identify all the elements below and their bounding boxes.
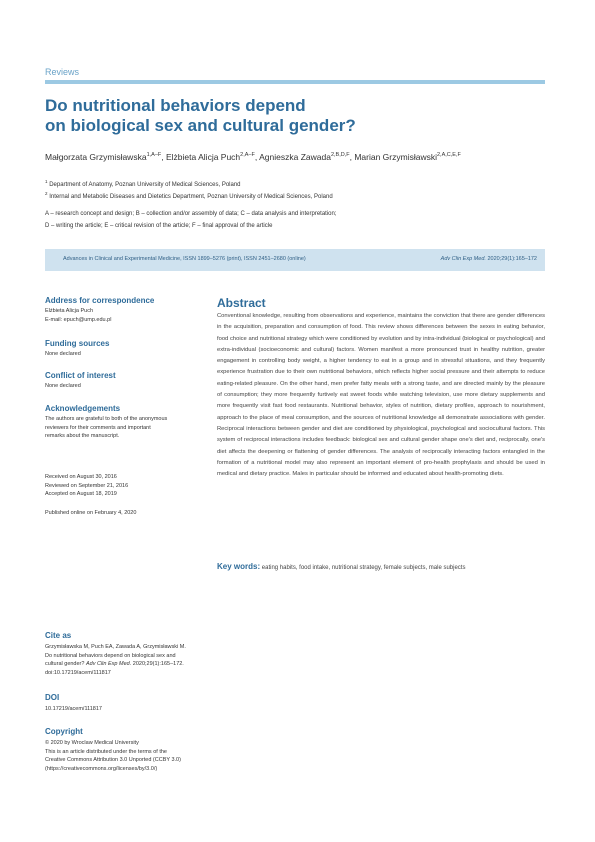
copyright-text	[45, 739, 205, 773]
header-rule	[45, 80, 545, 84]
journal-info-bar	[45, 249, 545, 271]
article-title	[45, 96, 545, 136]
author-name: Elżbieta Alicja Puch	[165, 152, 241, 162]
conflict-value: None declared	[45, 383, 81, 389]
doi-value[interactable]: 10.17219/acem/111817	[45, 706, 102, 712]
reviewed-date: Reviewed on September 21, 2016	[45, 482, 129, 489]
citation-line: Grzymisławska M, Puch EA, Zawada A, Grzymisławski M.	[45, 644, 186, 650]
affiliation-number: 2	[45, 191, 48, 196]
title-line-1: Do nutritional behaviors depend	[45, 96, 306, 115]
license-link[interactable]: (https://creativecommons.org/licenses/by/3.0/)	[45, 765, 158, 772]
citation-line	[45, 660, 205, 669]
affiliation-text: Internal and Metabolic Diseases and Dietetics Department, Poznan University of Medical Sciences, Poland	[49, 194, 333, 200]
citation-line: Do nutritional behaviors depend on biological sex and	[45, 652, 176, 659]
ack-line: The authors are grateful to both of the anonymous	[45, 416, 168, 422]
published-date-text: Published online on February 4, 2020	[45, 510, 137, 516]
article-dates	[45, 473, 205, 499]
correspondence-heading: Address for correspondence	[45, 296, 155, 305]
citation-text	[45, 643, 205, 677]
journal-abbrev: Adv Clin Exp Med.	[440, 256, 486, 262]
copyright-line: This is an article distributed under the terms of the	[45, 748, 167, 755]
author-name: Agnieszka Zawada	[259, 152, 331, 162]
funding-value: None declared	[45, 351, 81, 357]
author-list: Małgorzata Grzymisławska$^{1,A-F}$, Elżbieta Alicja Puch$^{2,A-F}$, Agnieszka Zawada$^{2,B,D,F}$, Marian Grzymisławski$^{2,A,C,E,F}$	[45, 152, 461, 162]
title-line-2: on biological sex and cultural gender?	[45, 116, 356, 135]
acknowledgements-heading: Acknowledgements	[45, 404, 121, 413]
contributions-line-2: D – writing the article; E – critical revision of the article; F – final approval of the article	[45, 223, 273, 229]
journal-citation	[441, 256, 537, 262]
affiliation-number: 1	[45, 179, 48, 184]
doi-text	[45, 705, 205, 714]
copyright-line: Creative Commons Attribution 3.0 Unported (CCBY 3.0)	[45, 757, 181, 763]
received-date: Received on August 30, 2016	[45, 474, 117, 480]
keywords-list: eating habits, food intake, nutritional strategy, female subjects, male subjects	[261, 565, 466, 571]
author-contribution: 2,B,D,F	[330, 152, 350, 159]
keywords-label: Key words:	[217, 562, 261, 571]
cite-heading: Cite as	[45, 631, 72, 640]
author-name: Marian Grzymisławski	[354, 152, 437, 162]
author-contribution: 2,A–F	[240, 152, 255, 159]
correspondence-name: Elżbieta Alicja Puch	[45, 308, 93, 314]
section-label: Reviews	[45, 67, 80, 77]
abstract-text: Conventional knowledge, resulting from observations and experience, maintains the conviction that there are gender differences in the acquisition, preparation and consumption of food. This review shows differences between the sexes in eating behavior, food choice and nutritional strategy which were conditioned by evolution and by intra-individual (biological or psychological) and extra-individual (socioeconomic and cultural) factors. Women manifest a more pronounced trust in healthy nutrition, greater engagement in controlling body weight, a higher tendency to eat in a group and in stressful situations, and they frequently experience frustration due to their own nutritional behaviors, which reflects higher social pressure and their attempts to reduce eating-related pleasure. On the other hand, men prefer fatty meals with a strong taste, and are directed mainly by the pleasure of consumption; they more frequently furtively eat sweet foods while watching television, use more dietary supplements and more frequently visit fast food restaurants. Nutritional behavior, styles of nutrition, dietary profiles, approach to nourishment, approach to the place of meal consumption, and the sources of nutritional knowledge all demonstrate associations with gender. Reciprocal interactions between gender and diet are conditioned by physiological, psychological and sociocultural factors. This system of reciprocal interactions includes feedback: biological sex and cultural gender shape one's diet and, reciprocally, one's diet affects the deepening or flattening of gender differences. The analysis of reciprocally interacting factors entangled in the formation of a nutritional model may also represent an important element of pro-health prophylaxis and should be used in medical and dietary practice. Males in particular should be informed and educated about health-promoting diets.	[217, 313, 545, 478]
affiliation-1	[45, 179, 241, 188]
conflict-heading: Conflict of interest	[45, 371, 116, 380]
abstract-heading: Abstract	[217, 296, 266, 310]
acknowledgements-text	[45, 415, 205, 441]
accepted-date: Accepted on August 18, 2019	[45, 491, 117, 497]
published-date	[45, 509, 205, 518]
citation-journal: Adv Clin Exp Med.	[85, 661, 132, 667]
journal-name: Advances in Clinical and Experimental Medicine, ISSN 1899–5276 (print), ISSN 2451–2680 (online)	[63, 256, 306, 262]
contributions-line-1: A – research concept and design; B – collection and/or assembly of data; C – data analysis and interpretation;	[45, 211, 337, 217]
author-name: Małgorzata Grzymisławska	[45, 152, 147, 162]
author-contribution: 1,A–F	[146, 152, 162, 159]
citation-doi: doi:10.17219/acem/111817	[45, 669, 111, 676]
ack-line: remarks about the manuscript.	[45, 433, 120, 439]
correspondence-email[interactable]: E-mail: epuch@ump.edu.pl	[45, 316, 112, 323]
keywords	[217, 562, 547, 571]
doi-heading: DOI	[45, 693, 60, 702]
affiliation-text: Department of Anatomy, Poznan University of Medical Sciences, Poland	[49, 182, 241, 188]
author-contribution: 2,A,C,E,F	[437, 152, 461, 159]
copyright-line: © 2020 by Wroclaw Medical University	[45, 740, 139, 746]
citation-fragment: 2020;29(1):165–172.	[131, 661, 184, 667]
copyright-heading: Copyright	[45, 727, 83, 736]
conflict-text	[45, 382, 205, 391]
affiliation-2	[45, 191, 333, 200]
ack-line: reviewers for their comments and important	[45, 424, 151, 431]
funding-text	[45, 350, 205, 359]
funding-heading: Funding sources	[45, 339, 110, 348]
journal-volume: 2020;29(1):165–172	[487, 256, 537, 262]
correspondence-details	[45, 307, 205, 324]
citation-fragment: cultural gender?	[45, 661, 86, 667]
